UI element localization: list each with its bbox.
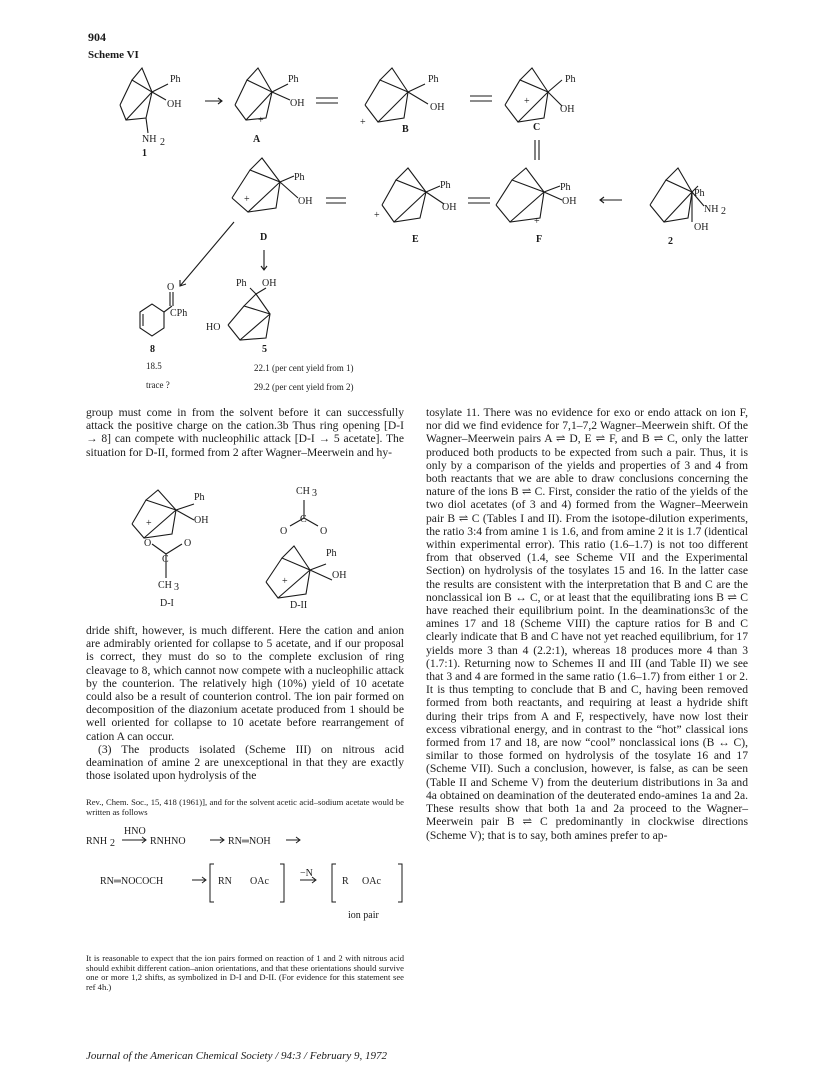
yield-5-from-2: 29.2 (per cent yield from 2): [254, 382, 354, 392]
right-column-text: [426, 406, 748, 842]
norbornane-structure-c: [505, 68, 562, 122]
eq-r-plus: R: [342, 876, 349, 887]
norbornane-structure-1: [120, 68, 168, 133]
ion-pair-structure-d-ii: [266, 500, 332, 598]
oh-label-d: OH: [298, 196, 313, 207]
ph-label-d: Ph: [294, 172, 305, 183]
eq-rnnococh3: RN═NOCOCH: [100, 876, 164, 887]
ph-label-5: Ph: [236, 278, 247, 289]
ph-label-a: Ph: [288, 74, 299, 85]
eq-rnh2-subscript: 2: [110, 838, 115, 849]
plus-d-ii: +: [282, 576, 288, 587]
nh2-subscript-2: 2: [721, 206, 726, 217]
label-d-i: D-I: [160, 598, 174, 609]
compound-label-b: B: [402, 124, 409, 135]
oh-label-2: OH: [694, 222, 709, 233]
plus-d: +: [244, 194, 250, 205]
o-label-8: O: [167, 282, 175, 293]
left-column-paragraph-2: [86, 624, 404, 782]
nh2-subscript-1: 2: [160, 137, 165, 148]
footnote-continued: Rev., Chem. Soc., 15, 418 (1961)], and for the solvent acetic acid–sodium acetate would be written as follows: [86, 797, 404, 817]
cyclohexenyl-ketone-structure-8: [140, 292, 173, 336]
ch3-subscript-d-i: 3: [174, 582, 179, 593]
label-d-ii: D-II: [290, 600, 308, 611]
compound-label-a: A: [253, 134, 261, 145]
o-label-d-ii-left: O: [280, 526, 288, 537]
eq-rn2: RN: [218, 876, 232, 887]
compound-label-2: 2: [668, 236, 673, 247]
yield-8-from-1: 18.5: [146, 361, 162, 371]
scheme-title: Scheme VI: [88, 49, 139, 61]
norbornane-structure-d: [232, 158, 298, 212]
eq-hno2: HNO: [124, 826, 146, 837]
norbornane-structure-f: [496, 168, 562, 222]
ph-label-c: Ph: [565, 74, 576, 85]
compound-label-c: C: [533, 122, 541, 133]
oh-label-b: OH: [430, 102, 445, 113]
left-column-paragraph-1: [86, 406, 404, 459]
oh-label-1: OH: [167, 99, 182, 110]
body-text: dride shift, however, is much different. Here the cation and anion are admirably oriented for collapse to 5 acetate, and if our proposal is correct, they must do so to the complete exclusion of ring cleavage to 8, which cannot now compete with a nucleophilic attack by the counterion. The relatively high (10%) yield of 10 acetate could also be a result of counterion control. The ion pair formed on decomposition of the diazonium acetate produced from 1 should be well oriented for collapse to 10 acetate before rearrangement of cation A can occur.: [86, 624, 404, 743]
plus-c: +: [524, 96, 530, 107]
eq-oac-1: OAc: [250, 876, 269, 887]
deamination-equations: [86, 822, 406, 954]
plus-d-i: +: [146, 518, 152, 529]
body-text: group must come in from the solvent before it can successfully attack the positive charge on the cation.3b Thus ring opening [D-I → 8] can compete with nucleophilic attack [D-I → 5 acetate]. The situation for D-II, formed from 2 after Wagner–Meerwein and hy-: [86, 406, 404, 459]
ph-label-1: Ph: [170, 74, 181, 85]
eq-rnh2: RNH: [86, 836, 108, 847]
ph-label-b: Ph: [428, 74, 439, 85]
ph-label-e: Ph: [440, 180, 451, 191]
oh-label-c: OH: [560, 104, 575, 115]
plus-f: +: [534, 216, 540, 227]
compound-label-1: 1: [142, 148, 147, 159]
oh-label-5: OH: [262, 278, 277, 289]
ph-label-d-i: Ph: [194, 492, 205, 503]
compound-label-e: E: [412, 234, 419, 245]
o-label-d-i-right: O: [184, 538, 192, 549]
oh-label-a: OH: [290, 98, 305, 109]
eq-rnnoh: RN═NOH: [228, 836, 271, 847]
compound-label-5: 5: [262, 344, 267, 355]
cph-label-8: CPh: [170, 308, 188, 319]
oh-label-f: OH: [562, 196, 577, 207]
norbornane-structure-e: [382, 168, 444, 222]
ion-pair-label: ion pair: [348, 910, 379, 921]
nh2-label-1: NH: [142, 134, 157, 145]
ch3-subscript-d-ii: 3: [312, 488, 317, 499]
ph-label-2: Ph: [694, 188, 705, 199]
yield-8-from-2: trace ?: [146, 380, 170, 390]
eq-rnhno: RNHNO: [150, 836, 186, 847]
eq-minus-n2: −N: [300, 868, 313, 879]
ho-label-5: HO: [206, 322, 221, 333]
plus-b: +: [360, 117, 366, 128]
body-text: tosylate 11. There was no evidence for exo or endo attack on ion F, nor did we find evidence for 7,1–7,2 Wagner–Meerwein shift. Of the Wagner–Meerwein pairs A ⇌ D, E ⇌ F, and B ⇌ C, only the latter produced both products to be expected from such a pair. Thus, it is only by a comparison of the yields and properties of 3 and 4 from both reactants that we are able to draw conclusions concerning the nature of the ions B ⇌ C. First, consider the ratio of the yields of the two diol acetates (of 3 and 4) formed from the Wagner–Meerwein pair B ⇌ C (Tables I and II). From the isotope-dilution experiments, the ratio 3:4 from amine 1 is 1.6, and from amine 2 it is 1.7 (identical within experimental error). This ratio (1.6–1.7) is not too different from that observed (1.4, see Scheme VII and the Experimental Section) on hydrolysis of the tosylates 15 and 16. In the latter case the results are consistent with the interpretation that B and C are the nonclassical ion B ↔ C, or at least that the equilibrating ions B ⇌ C have reached their equilibrium point. In the deaminations3c of the amines 17 and 18 (Scheme VIII) the capture ratios for B and C clearly indicate that B and C have not yet reached equilibrium, for 17 yields more 3 than 4 (2.2:1), whereas 18 produces more 4 than 3 (1.7:1). Returning now to Schemes II and III (and Table II) we see that 3 and 4 are formed in the same ratio (1.6–1.7) from either 1 or 2. It is thus tempting to conclude that B and C, having been removed formed from both reactants, and requiring at least a hydride shift during their trips from A and F, respectively, have now lost their excess vibrational energy, and in contrast to the “hot” classical ions formed from 17 and 18, are now “cool” nonclassical ions (B ↔ C), similar to those formed on hydrolysis of the tosylate 16 and 17 (Scheme VII). Such a conclusion, however, is false, as can be seen (Table II and Scheme V) from the deuterium distributions in 3a and 4a obtained on deamination of the deuterated endo-amines 1a and 2a. These results show that both 1a and 2a proceed to the Wagner–Meerwein pair B ⇌ C predominantly in clockwise directions (Scheme V); that is to say, both amines prefer to ap-: [426, 406, 748, 842]
o-label-d-i-left: O: [144, 538, 152, 549]
ch3-label-d-i: CH: [158, 580, 172, 591]
eq-oac-2: OAc: [362, 876, 381, 887]
body-text: (3) The products isolated (Scheme III) on nitrous acid deamination of amine 2 are unexceptional in that they are exactly those isolated upon hydrolysis of the: [86, 742, 404, 783]
compound-label-d: D: [260, 232, 268, 243]
nh2-label-2: NH: [704, 204, 719, 215]
norbornane-structure-b: [365, 68, 428, 122]
scheme-diagram: [0, 0, 827, 400]
footnote-ion-pairs: It is reasonable to expect that the ion pairs formed on reaction of 1 and 2 with nitrous acid should exhibit different cation–anion orientations, and that these orientations should survive one or more 1,2 shifts, as symbolized in D-I and D-II. (For evidence for this statement see ref 4h.): [86, 953, 404, 992]
yield-5-from-1: 22.1 (per cent yield from 1): [254, 363, 354, 373]
c-label-d-i: C: [162, 554, 169, 565]
norbornanediol-structure-5: [228, 288, 270, 340]
ph-label-f: Ph: [560, 182, 571, 193]
norbornane-structure-a: [235, 68, 290, 120]
c-label-d-ii: C: [300, 514, 307, 525]
compound-label-8: 8: [150, 344, 155, 355]
oh-label-d-i: OH: [194, 515, 209, 526]
oh-label-d-ii: OH: [332, 570, 347, 581]
ion-pair-structures: [86, 482, 406, 612]
o-label-d-ii-right: O: [320, 526, 328, 537]
journal-footer: Journal of the American Chemical Society / 94:3 / February 9, 1972: [86, 1050, 388, 1062]
plus-e: +: [374, 210, 380, 221]
compound-label-f: F: [536, 234, 543, 245]
ph-label-d-ii: Ph: [326, 548, 337, 559]
oh-label-e: OH: [442, 202, 457, 213]
plus-a: +: [258, 115, 264, 126]
ch3-label-d-ii: CH: [296, 486, 310, 497]
page-number: 904: [88, 30, 106, 44]
